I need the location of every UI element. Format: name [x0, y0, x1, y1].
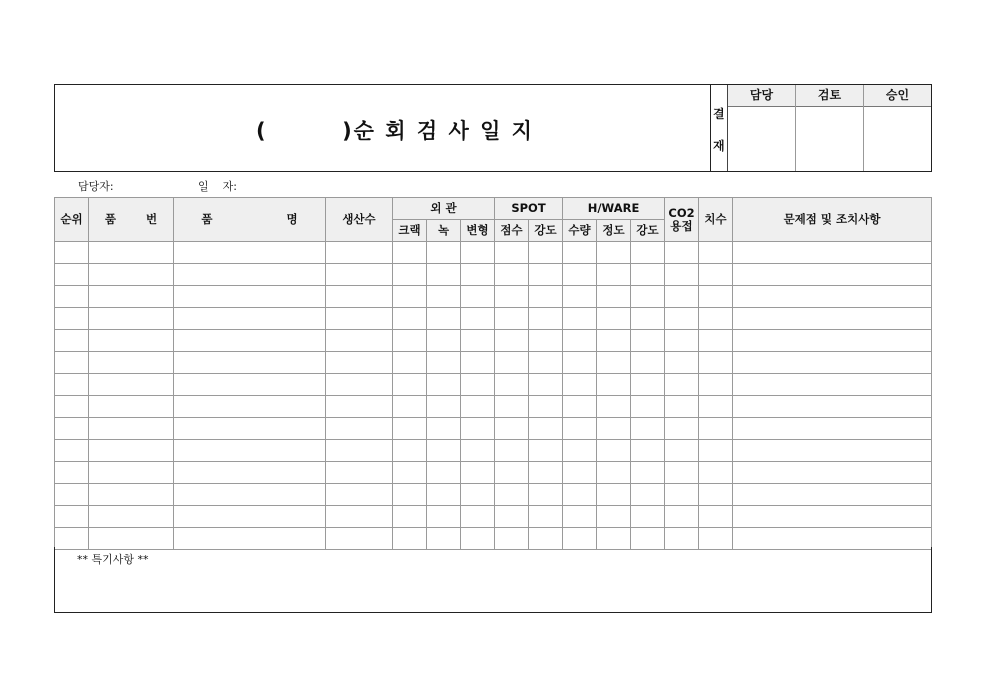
remarks-label: ** 특기사항 ** [77, 553, 149, 566]
table-cell[interactable] [529, 484, 563, 506]
table-row [55, 308, 932, 330]
table-cell[interactable] [563, 330, 597, 352]
table-cell[interactable] [563, 484, 597, 506]
table-cell[interactable] [631, 330, 665, 352]
table-cell[interactable] [89, 286, 174, 308]
table-cell[interactable] [631, 242, 665, 264]
table-cell[interactable] [326, 286, 393, 308]
table-cell[interactable] [665, 242, 699, 264]
col-issues: 문제점 및 조치사항 [733, 198, 932, 242]
table-cell[interactable] [326, 374, 393, 396]
table-cell[interactable] [563, 506, 597, 528]
col-rust: 녹 [427, 220, 461, 242]
table-cell[interactable] [326, 396, 393, 418]
table-cell[interactable] [55, 506, 89, 528]
col-appearance: 외 관 [393, 198, 495, 220]
table-cell[interactable] [89, 352, 174, 374]
table-cell[interactable] [495, 418, 529, 440]
table-cell[interactable] [529, 242, 563, 264]
col-hware-strength: 강도 [631, 220, 665, 242]
table-cell[interactable] [55, 352, 89, 374]
table-cell[interactable] [699, 352, 733, 374]
approval-head-approve: 승인 [864, 85, 931, 107]
date-label: 일 자: [198, 180, 237, 193]
table-cell[interactable] [563, 352, 597, 374]
table-cell[interactable] [174, 440, 326, 462]
table-cell[interactable] [665, 352, 699, 374]
table-cell[interactable] [699, 506, 733, 528]
table-cell[interactable] [665, 396, 699, 418]
table-cell[interactable] [495, 242, 529, 264]
table-cell[interactable] [563, 440, 597, 462]
table-cell[interactable] [89, 242, 174, 264]
table-cell[interactable] [733, 462, 932, 484]
table-cell[interactable] [326, 308, 393, 330]
table-cell[interactable] [597, 484, 631, 506]
table-cell[interactable] [427, 418, 461, 440]
table-row [55, 396, 932, 418]
table-cell[interactable] [495, 440, 529, 462]
title-area [55, 85, 710, 171]
table-cell[interactable] [393, 462, 427, 484]
col-production-qty: 생산수 [326, 198, 393, 242]
table-cell[interactable] [631, 462, 665, 484]
table-cell[interactable] [665, 506, 699, 528]
approval-col-approve [864, 85, 931, 171]
table-cell[interactable] [461, 242, 495, 264]
table-cell[interactable] [55, 374, 89, 396]
table-cell[interactable] [495, 396, 529, 418]
table-cell[interactable] [55, 440, 89, 462]
table-cell[interactable] [529, 374, 563, 396]
approval-sign-review[interactable] [796, 107, 863, 171]
table-cell[interactable] [393, 352, 427, 374]
table-cell[interactable] [174, 506, 326, 528]
table-row [55, 242, 932, 264]
table-cell[interactable] [461, 418, 495, 440]
table-cell[interactable] [597, 462, 631, 484]
col-spot-strength: 강도 [529, 220, 563, 242]
table-cell[interactable] [563, 242, 597, 264]
table-cell[interactable] [55, 396, 89, 418]
table-row [55, 352, 932, 374]
table-cell[interactable] [326, 330, 393, 352]
table-cell[interactable] [89, 506, 174, 528]
table-cell[interactable] [495, 374, 529, 396]
col-hware-accuracy: 정도 [597, 220, 631, 242]
table-cell[interactable] [495, 352, 529, 374]
table-cell[interactable] [699, 484, 733, 506]
table-cell[interactable] [529, 330, 563, 352]
table-cell[interactable] [631, 484, 665, 506]
table-cell[interactable] [665, 286, 699, 308]
table-cell[interactable] [89, 374, 174, 396]
table-cell[interactable] [563, 462, 597, 484]
table-cell[interactable] [597, 308, 631, 330]
table-cell[interactable] [529, 418, 563, 440]
table-cell[interactable] [529, 440, 563, 462]
table-cell[interactable] [393, 418, 427, 440]
table-row [55, 462, 932, 484]
table-cell[interactable] [393, 506, 427, 528]
table-cell[interactable] [427, 330, 461, 352]
table-cell[interactable] [174, 418, 326, 440]
table-cell[interactable] [55, 462, 89, 484]
table-cell[interactable] [733, 308, 932, 330]
table-cell[interactable] [733, 418, 932, 440]
table-cell[interactable] [631, 286, 665, 308]
table-cell[interactable] [174, 352, 326, 374]
table-cell[interactable] [733, 484, 932, 506]
table-cell[interactable] [326, 484, 393, 506]
table-cell[interactable] [665, 462, 699, 484]
table-cell[interactable] [427, 264, 461, 286]
table-cell[interactable] [495, 330, 529, 352]
table-cell[interactable] [597, 506, 631, 528]
table-cell[interactable] [733, 286, 932, 308]
table-cell[interactable] [495, 506, 529, 528]
table-cell[interactable] [55, 308, 89, 330]
table-cell[interactable] [563, 374, 597, 396]
table-cell[interactable] [665, 308, 699, 330]
table-cell[interactable] [699, 396, 733, 418]
approval-side-label: 결 재 [711, 85, 728, 171]
table-cell[interactable] [89, 462, 174, 484]
table-cell[interactable] [326, 462, 393, 484]
approval-col-manager [728, 85, 796, 171]
col-co2-welding: CO2 용접 [665, 198, 699, 242]
table-cell[interactable] [174, 374, 326, 396]
table-cell[interactable] [631, 308, 665, 330]
table-cell[interactable] [699, 242, 733, 264]
table-cell[interactable] [563, 418, 597, 440]
table-cell[interactable] [427, 242, 461, 264]
table-cell[interactable] [733, 396, 932, 418]
table-cell[interactable] [665, 264, 699, 286]
table-row [55, 418, 932, 440]
table-body [55, 242, 932, 550]
table-cell[interactable] [597, 330, 631, 352]
table-cell[interactable] [326, 418, 393, 440]
table-cell[interactable] [427, 484, 461, 506]
table-cell[interactable] [631, 440, 665, 462]
table-cell[interactable] [393, 308, 427, 330]
col-part-no: 품 번 [89, 198, 174, 242]
table-cell[interactable] [529, 506, 563, 528]
report-header [54, 84, 932, 172]
table-cell[interactable] [699, 286, 733, 308]
table-cell[interactable] [631, 396, 665, 418]
table-cell[interactable] [174, 330, 326, 352]
table-cell[interactable] [55, 418, 89, 440]
table-cell[interactable] [55, 330, 89, 352]
table-cell[interactable] [733, 330, 932, 352]
table-cell[interactable] [55, 286, 89, 308]
approval-box [710, 85, 931, 171]
table-cell[interactable] [89, 396, 174, 418]
inspection-table [54, 197, 932, 550]
table-cell[interactable] [631, 506, 665, 528]
table-cell[interactable] [393, 440, 427, 462]
table-cell[interactable] [699, 418, 733, 440]
approval-col-review [796, 85, 864, 171]
table-cell[interactable] [393, 242, 427, 264]
table-cell[interactable] [631, 264, 665, 286]
table-cell[interactable] [427, 352, 461, 374]
table-cell[interactable] [529, 264, 563, 286]
table-cell[interactable] [733, 242, 932, 264]
table-cell[interactable] [529, 286, 563, 308]
table-cell[interactable] [461, 286, 495, 308]
table-cell[interactable] [427, 286, 461, 308]
table-row [55, 330, 932, 352]
table-cell[interactable] [495, 286, 529, 308]
table-cell[interactable] [461, 264, 495, 286]
table-cell[interactable] [174, 286, 326, 308]
table-cell[interactable] [393, 330, 427, 352]
table-cell[interactable] [699, 330, 733, 352]
table-cell[interactable] [326, 352, 393, 374]
table-cell[interactable] [733, 440, 932, 462]
table-cell[interactable] [326, 264, 393, 286]
approval-sign-manager[interactable] [728, 107, 795, 171]
table-cell[interactable] [174, 264, 326, 286]
table-cell[interactable] [495, 264, 529, 286]
approval-head-review: 검토 [796, 85, 863, 107]
table-cell[interactable] [393, 396, 427, 418]
col-crack: 크랙 [393, 220, 427, 242]
col-hware: H/WARE [563, 198, 665, 220]
table-row [55, 374, 932, 396]
table-cell[interactable] [597, 352, 631, 374]
table-cell[interactable] [174, 484, 326, 506]
table-cell[interactable] [495, 484, 529, 506]
table-cell[interactable] [393, 374, 427, 396]
page-title: ( )순 회 검 사 일 지 [256, 119, 534, 143]
table-cell[interactable] [563, 264, 597, 286]
table-cell[interactable] [563, 286, 597, 308]
col-deform: 변형 [461, 220, 495, 242]
table-cell[interactable] [699, 462, 733, 484]
table-cell[interactable] [529, 308, 563, 330]
table-cell[interactable] [699, 374, 733, 396]
table-cell[interactable] [665, 484, 699, 506]
table-cell[interactable] [174, 242, 326, 264]
table-cell[interactable] [563, 308, 597, 330]
table-cell[interactable] [733, 264, 932, 286]
table-cell[interactable] [631, 418, 665, 440]
table-cell[interactable] [563, 396, 597, 418]
table-cell[interactable] [89, 308, 174, 330]
table-cell[interactable] [597, 396, 631, 418]
table-cell[interactable] [597, 286, 631, 308]
table-cell[interactable] [461, 352, 495, 374]
col-spot: SPOT [495, 198, 563, 220]
approval-sign-approve[interactable] [864, 107, 931, 171]
table-cell[interactable] [665, 330, 699, 352]
table-cell[interactable] [461, 396, 495, 418]
table-cell[interactable] [89, 484, 174, 506]
table-cell[interactable] [631, 374, 665, 396]
table-cell[interactable] [326, 506, 393, 528]
table-cell[interactable] [461, 440, 495, 462]
table-cell[interactable] [89, 440, 174, 462]
table-cell[interactable] [495, 308, 529, 330]
table-cell[interactable] [55, 242, 89, 264]
table-cell[interactable] [461, 374, 495, 396]
table-row [55, 264, 932, 286]
table-cell[interactable] [597, 242, 631, 264]
col-dimension: 치수 [699, 198, 733, 242]
table-row [55, 506, 932, 528]
table-cell[interactable] [393, 286, 427, 308]
table-cell[interactable] [597, 374, 631, 396]
table-cell[interactable] [174, 396, 326, 418]
table-cell[interactable] [427, 440, 461, 462]
table-cell[interactable] [461, 506, 495, 528]
table-cell[interactable] [427, 374, 461, 396]
table-cell[interactable] [529, 352, 563, 374]
remarks-box[interactable] [54, 547, 932, 613]
table-cell[interactable] [665, 440, 699, 462]
table-cell[interactable] [495, 462, 529, 484]
table-cell[interactable] [733, 352, 932, 374]
table-cell[interactable] [699, 440, 733, 462]
approval-head-manager: 담당 [728, 85, 795, 107]
table-cell[interactable] [55, 264, 89, 286]
table-cell[interactable] [427, 308, 461, 330]
table-cell[interactable] [174, 462, 326, 484]
table-cell[interactable] [393, 484, 427, 506]
table-cell[interactable] [597, 440, 631, 462]
table-cell[interactable] [393, 264, 427, 286]
table-cell[interactable] [89, 264, 174, 286]
table-cell[interactable] [597, 418, 631, 440]
manager-label: 담당자: [78, 180, 114, 193]
col-spot-count: 점수 [495, 220, 529, 242]
table-cell[interactable] [55, 484, 89, 506]
table-cell[interactable] [733, 506, 932, 528]
table-cell[interactable] [326, 440, 393, 462]
table-cell[interactable] [427, 462, 461, 484]
table-cell[interactable] [733, 374, 932, 396]
table-cell[interactable] [89, 330, 174, 352]
table-row [55, 484, 932, 506]
col-part-name: 품 명 [174, 198, 326, 242]
table-cell[interactable] [699, 308, 733, 330]
table-cell[interactable] [461, 330, 495, 352]
col-hware-qty: 수량 [563, 220, 597, 242]
table-row [55, 440, 932, 462]
table-cell[interactable] [529, 396, 563, 418]
table-cell[interactable] [631, 352, 665, 374]
table-cell[interactable] [174, 308, 326, 330]
table-cell[interactable] [461, 308, 495, 330]
col-rank: 순위 [55, 198, 89, 242]
table-cell[interactable] [427, 506, 461, 528]
table-cell[interactable] [665, 374, 699, 396]
table-cell[interactable] [427, 396, 461, 418]
table-cell[interactable] [461, 462, 495, 484]
table-cell[interactable] [461, 484, 495, 506]
table-cell[interactable] [665, 418, 699, 440]
table-cell[interactable] [326, 242, 393, 264]
table-cell[interactable] [699, 264, 733, 286]
table-cell[interactable] [89, 418, 174, 440]
table-row [55, 286, 932, 308]
table-cell[interactable] [529, 462, 563, 484]
table-cell[interactable] [597, 264, 631, 286]
